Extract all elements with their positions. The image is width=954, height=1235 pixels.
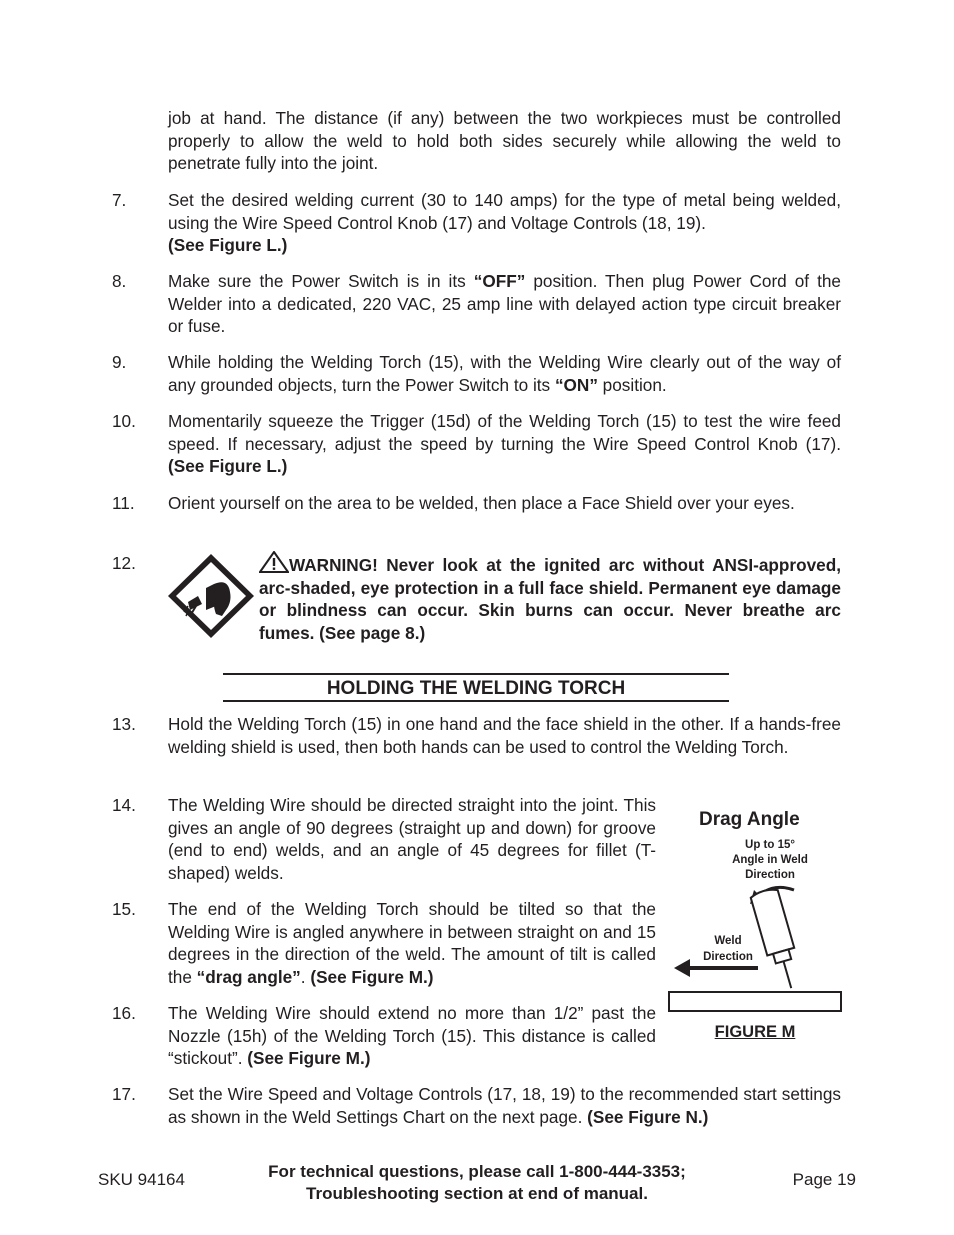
weld-label-2: Direction [703,951,753,963]
step-15-reference: (See Figure M.) [310,966,434,987]
section-heading: HOLDING THE WELDING TORCH [326,678,626,699]
figure-caption: FIGURE M [714,1023,796,1041]
footer-support-line-2: Troubleshooting section at end of manual. [306,1184,648,1203]
intro-paragraph: job at hand. The distance (if any) between the two workpieces must be controlled properly to allow the weld to hold both sides securely while allowing the weld to penetrate fully into the joint. [168,108,841,174]
step-10-pre: Momentarily squeeze the Trigger (15d) of the Welding Torch (15) to test the wire feed speed. If necessary, adjust the speed by turning the Wire Speed Control Knob (17). [168,411,841,454]
step-10-reference: (See Figure L.) [168,456,288,477]
angle-label-2: Angle in Weld [732,854,808,866]
step-9-on: “ON” [554,374,598,395]
drag-angle-figure [666,802,844,1012]
footer-support-line-1: For technical questions, please call 1-800-444-3353; [268,1162,686,1181]
warning-body: WARNING! Never look at the ignited arc without ANSI-approved, arc-shaded, eye protection in a full face shield. Permanent eye damage or blindness can occur. Skin burns can occur. Never breathe arc fumes. (See page 8.) [259,555,841,643]
step-16-reference: (See Figure M.) [247,1048,371,1069]
step-17-text [168,1083,841,1128]
step-number: 12. [112,553,136,573]
section-heading-box [223,673,729,702]
step-9-pre: While holding the Welding Torch (15), with the Welding Wire clearly out of the way of any grounded objects, turn the Power Switch to its [168,352,841,395]
step-17-reference: (See Figure N.) [587,1106,709,1127]
step-8-post: position. Then plug Power Cord of the Welder into a dedicated, 220 VAC, 25 amp line with delayed action type circuit breaker or fuse. [168,271,841,337]
step-10-text [168,410,841,478]
warning-text [259,551,841,644]
step-7-text [168,189,841,257]
step-8-off: “OFF” [473,271,526,291]
step-8-text [168,270,841,338]
step-7-body: Set the desired welding current (30 to 140 amps) for the type of metal being welded, using the Wire Speed Control Knob (17) and Voltage Controls (18, 19). [168,190,841,233]
step-14-text: The Welding Wire should be directed straight into the joint. This gives an angle of 90 degrees (straight up and down) for groove (end to end) welds, and an angle of 45 degrees for fillet (T-shaped) welds. [168,795,656,883]
footer-sku: SKU 94164 [98,1170,185,1189]
step-number: 11. [112,493,135,513]
step-15-pre: The end of the Welding Torch should be tilted so that the Welding Wire is angled anywhere in between straight on and 15 degrees in the direction of the weld. The amount of tilt is called the [168,899,656,987]
page-number: Page 19 [792,1170,856,1189]
workpiece [669,992,841,1011]
step-17-pre: Set the Wire Speed and Voltage Controls (17, 18, 19) to the recommended start settings as shown in the Weld Settings Chart on the next page. [168,1084,841,1127]
step-7-reference: (See Figure L.) [168,235,288,256]
figure-title: Drag Angle [699,809,800,830]
angle-label-1: Up to 15° [745,839,795,851]
step-9-text [168,351,841,396]
angle-label-3: Direction [745,869,795,881]
step-number: 9. [112,352,127,372]
step-11-text: Orient yourself on the area to be welded, then place a Face Shield over your eyes. [168,493,795,513]
step-16-pre: The Welding Wire should extend no more than 1/2” past the Nozzle (15h) of the Welding Torch (15). This distance is called “stickout”. [168,1003,656,1069]
step-15-mid: . [300,966,311,987]
step-15-drag-angle: “drag angle” [196,966,301,987]
weld-label-1: Weld [714,935,742,947]
face-shield-warning-icon [166,552,256,640]
step-8-pre: Make sure the Power Switch is in its [168,271,474,291]
step-number: 16. [112,1003,136,1023]
step-number: 7. [112,190,127,210]
step-13-text: Hold the Welding Torch (15) in one hand and the face shield in the other. If a hands-free welding shield is used, then both hands can be used to control the Welding Torch. [168,714,841,757]
step-number: 8. [112,271,127,291]
step-15-text [168,898,656,988]
torch-nozzle-icon [750,887,805,992]
step-number: 14. [112,795,136,815]
step-number: 10. [112,411,136,431]
step-number: 17. [112,1084,136,1104]
step-16-text [168,1002,656,1070]
step-number: 15. [112,899,136,919]
footer-support [232,1161,722,1205]
warning-triangle-icon [259,551,289,573]
step-9-post: position. [597,374,667,395]
step-number: 13. [112,714,136,734]
